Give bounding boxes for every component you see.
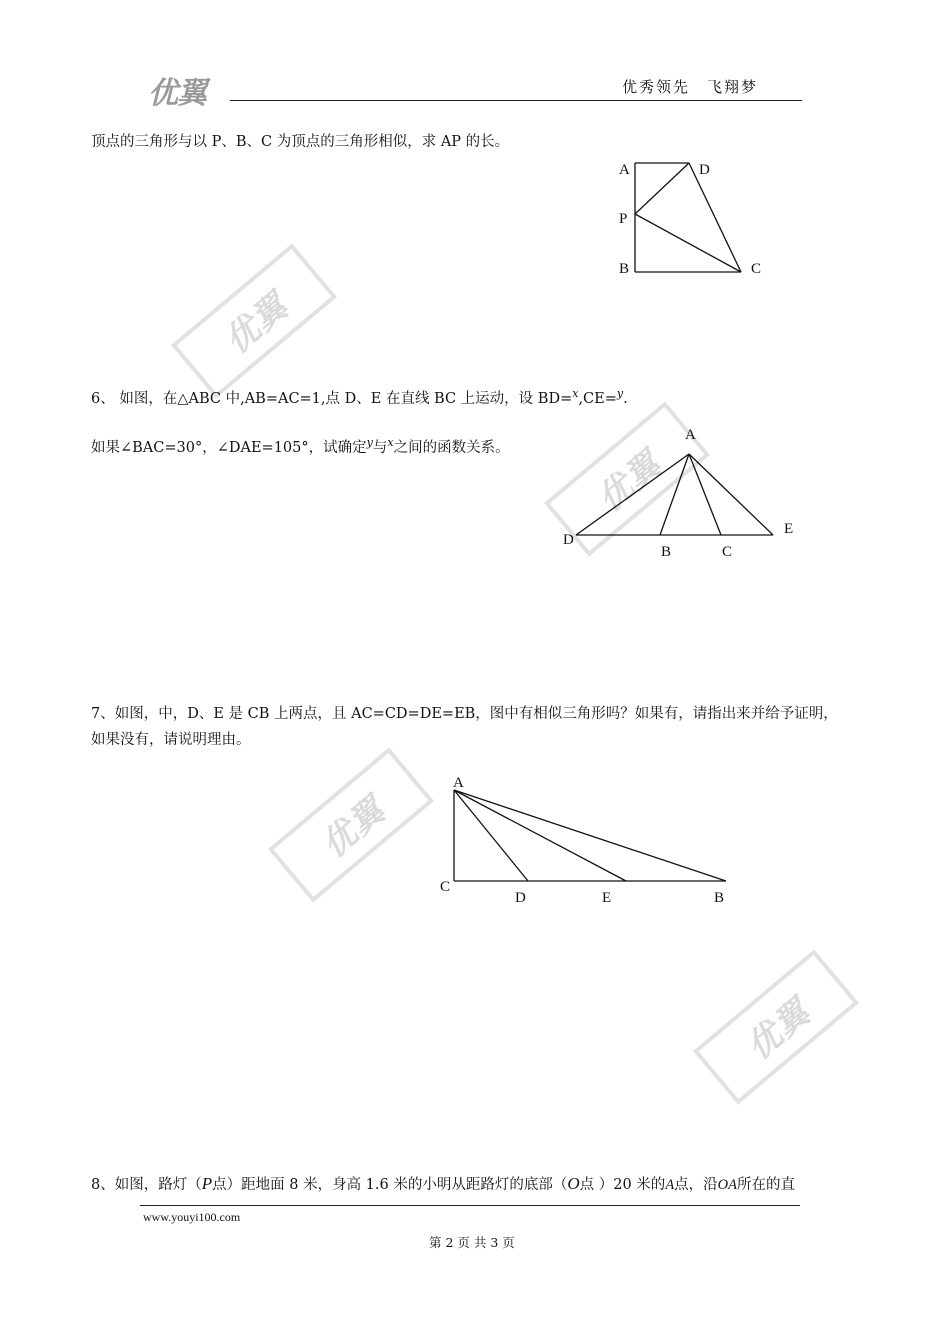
footer-url: www.youyi100.com <box>143 1210 241 1224</box>
edge-PC <box>635 214 741 272</box>
label-D: D <box>563 532 574 548</box>
edge-AC <box>689 454 721 535</box>
label-B: B <box>714 890 725 906</box>
problem6-text-f: 之间的函数关系。 <box>393 440 510 456</box>
edge-DC <box>689 163 741 272</box>
edge-AD <box>454 790 528 881</box>
var-y: y <box>366 436 373 449</box>
problem5-text: 顶点的三角形与以 P、B、C 为顶点的三角形相似，求 AP 的长。 <box>91 134 510 150</box>
label-C: C <box>440 879 451 895</box>
var-A: A <box>665 1177 675 1193</box>
problem7-line2: 如果没有，请说明理由。 <box>91 732 251 748</box>
problem7-line1: 7、如图，中，D、E 是 CB 上两点，且 AC=CD=DE=EB，图中有相似三角形吗？如果有，请指出来并给予证明， <box>91 706 838 722</box>
label-B: B <box>661 544 672 560</box>
label-D: D <box>699 162 710 178</box>
header-slogan: 优秀领先 飞翔梦 <box>622 78 759 96</box>
var-P: P <box>201 1174 213 1193</box>
edge-AB <box>454 790 726 881</box>
var-x: x <box>572 387 579 400</box>
problem6-line1 <box>91 383 628 410</box>
label-C: C <box>722 544 733 560</box>
footer-rule <box>140 1205 800 1206</box>
edge-AE <box>689 454 773 535</box>
label-E: E <box>602 890 612 906</box>
problem6-figure <box>560 440 790 550</box>
label-E: E <box>784 521 794 537</box>
edge-PD <box>635 163 689 214</box>
problem6-text-c: . <box>623 391 628 407</box>
edge-AD <box>576 454 689 535</box>
problem8-text-4: 点，沿 <box>674 1177 718 1193</box>
header-rule <box>230 100 802 101</box>
problem6-text-e: 与 <box>372 440 388 456</box>
problem6-line2 <box>91 432 510 459</box>
label-C: C <box>751 261 762 277</box>
problem8-text-2: 点）距地面 8 米，身高 1.6 米的小明从距路灯的底部（ <box>212 1177 568 1193</box>
label-D: D <box>515 890 526 906</box>
problem6-text-b: ,CE= <box>578 391 617 407</box>
problem8-text-3: 点 ）20 米的 <box>579 1177 666 1193</box>
label-A: A <box>619 162 630 178</box>
watermark: 优翼 <box>693 949 859 1104</box>
label-A: A <box>685 427 696 443</box>
watermark: 优翼 <box>268 747 434 902</box>
var-O: O <box>567 1174 580 1193</box>
problem6-text-a: 6、 如图，在△ABC 中,AB=AC=1,点 D、E 在直线 BC 上运动，设 BD= <box>91 391 573 407</box>
page-number: 第 2 页 共 3 页 <box>429 1235 515 1250</box>
problem8-line1 <box>91 1173 795 1196</box>
label-A: A <box>453 775 464 791</box>
edge-AE <box>454 790 626 881</box>
var-OA: OA <box>717 1177 738 1193</box>
label-B: B <box>619 261 630 277</box>
label-P: P <box>619 211 628 227</box>
var-x: x <box>387 436 394 449</box>
var-y: y <box>616 387 624 400</box>
header-logo: 优翼 <box>148 76 206 111</box>
problem8-text-5: 所在的直 <box>737 1177 796 1193</box>
watermark: 优翼 <box>544 401 710 556</box>
watermark: 优翼 <box>171 243 337 398</box>
problem8-text-1: 8、如图，路灯（ <box>91 1177 202 1193</box>
problem6-text-d: 如果∠BAC=30°，∠DAE=105°，试确定 <box>91 440 367 456</box>
problem7-figure <box>440 780 740 890</box>
edge-AB <box>660 454 689 535</box>
